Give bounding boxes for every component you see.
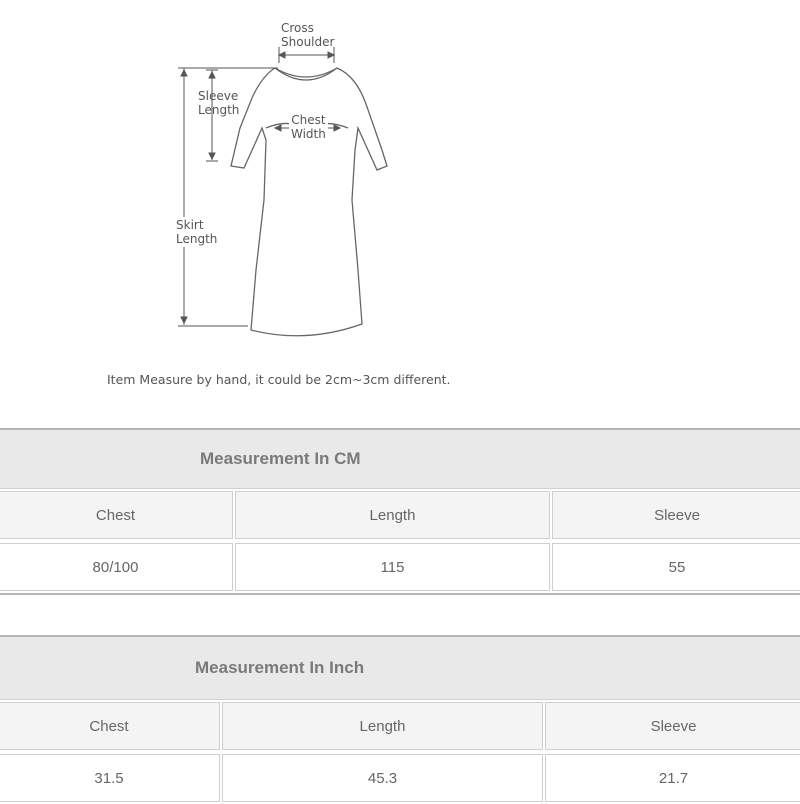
- cross-shoulder-label: [281, 21, 334, 49]
- table-header: [0, 637, 800, 700]
- size-diagram: [0, 0, 800, 400]
- column-header-chest: Chest: [0, 702, 220, 750]
- table-row: [0, 541, 800, 593]
- sleeve-length-label-line1: Sleeve: [198, 89, 239, 103]
- table-header: [0, 430, 800, 489]
- value-sleeve: 21.7: [545, 754, 800, 802]
- skirt-length-label-line1: Skirt: [176, 218, 204, 232]
- value-chest: 31.5: [0, 754, 220, 802]
- table-row: [0, 752, 800, 804]
- column-header-chest: Chest: [0, 491, 233, 539]
- table-title: Measurement In CM: [200, 449, 361, 468]
- skirt-length-label-line2: Length: [176, 232, 218, 246]
- value-length: 45.3: [222, 754, 543, 802]
- sleeve-length-label: [198, 89, 239, 117]
- chest-width-label: [289, 113, 328, 141]
- skirt-length-label: [176, 217, 217, 247]
- value-length: 115: [235, 543, 550, 591]
- value-sleeve: 55: [552, 543, 800, 591]
- column-header-length: Length: [235, 491, 550, 539]
- table-header-row: [0, 489, 800, 541]
- measurement-table-cm: [0, 428, 800, 595]
- dress-outline: [231, 68, 387, 336]
- table-title: Measurement In Inch: [195, 658, 365, 677]
- dress-illustration: [0, 0, 800, 400]
- measurement-note: Item Measure by hand, it could be 2cm~3cm different.: [107, 372, 451, 387]
- column-header-length: Length: [222, 702, 543, 750]
- table-header-row: [0, 700, 800, 752]
- column-header-sleeve: Sleeve: [552, 491, 800, 539]
- chest-width-label-line2: Width: [291, 127, 326, 141]
- measurement-table-inch: [0, 635, 800, 804]
- value-chest: 80/100: [0, 543, 233, 591]
- sleeve-length-label-line2: Length: [198, 103, 240, 117]
- cross-shoulder-label-line2: Shoulder: [281, 35, 335, 49]
- cross-shoulder-label-line1: Cross: [281, 21, 314, 35]
- chest-width-label-line1: Chest: [291, 113, 326, 127]
- column-header-sleeve: Sleeve: [545, 702, 800, 750]
